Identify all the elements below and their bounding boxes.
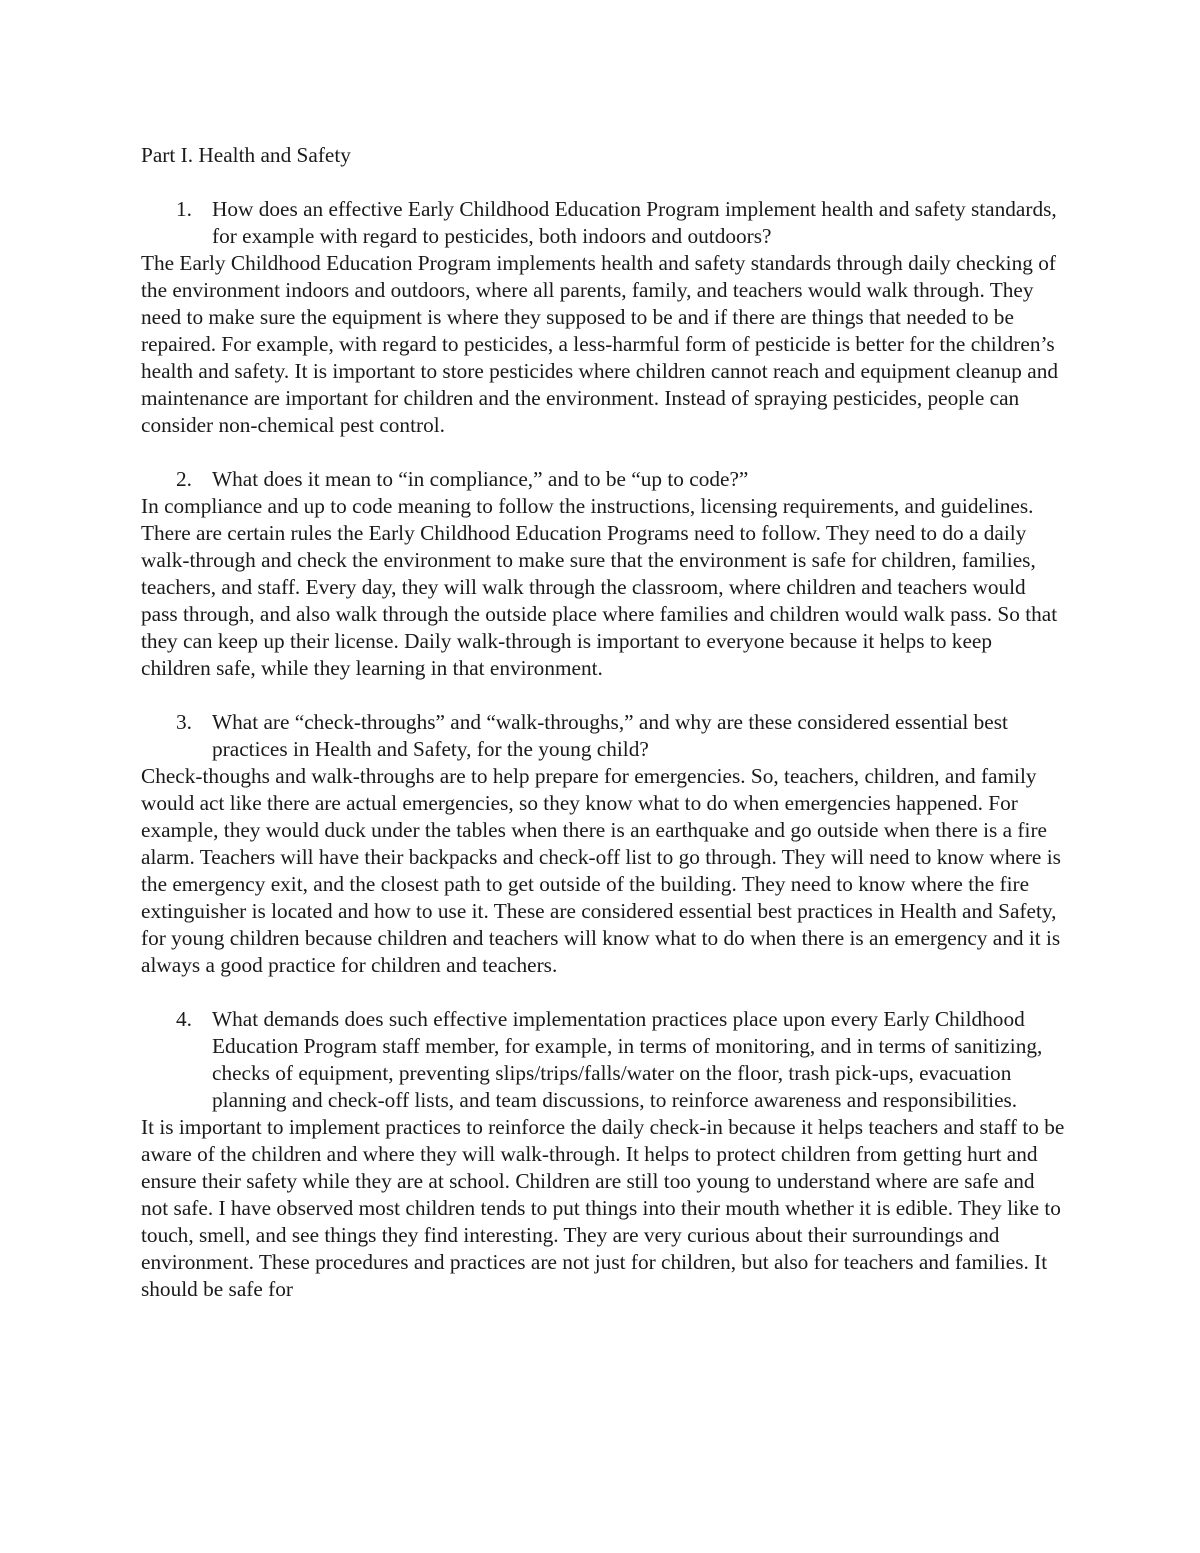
question-text: What demands does such effective implementation practices place upon every Early Childhood Education Program staff member, for example, in terms of monitoring, and in terms of sanitizing, checks of equipment, preventing slips/trips/falls/water on the floor, trash pick-ups, evacuation planning and check-off lists, and team discussions, to reinforce awareness and responsibilities.: [212, 1007, 1043, 1112]
document-body: [141, 142, 1066, 1303]
question-section-1: [141, 196, 1066, 439]
answer-3: Check-thoughs and walk-throughs are to help prepare for emergencies. So, teachers, children, and family would act like there are actual emergencies, so they know what to do when emergencies happened. For example, they would duck under the tables when there is an earthquake and go outside when there is a fire alarm. Teachers will have their backpacks and check-off list to go through. They will need to know where is the emergency exit, and the closest path to get outside of the building. They need to know where the fire extinguisher is located and how to use it. These are considered essential best practices in Health and Safety, for young children because children and teachers will know what to do when there is an emergency and it is always a good practice for children and teachers.: [141, 764, 1061, 977]
question-number: 3.: [176, 710, 192, 734]
question-text: What are “check-throughs” and “walk-throughs,” and why are these considered essential best practices in Health and Safety, for the young child?: [212, 710, 1008, 761]
question-1: [141, 196, 1066, 250]
question-number: 1.: [176, 197, 192, 221]
question-text: What does it mean to “in compliance,” and to be “up to code?”: [212, 467, 749, 491]
question-3: [141, 709, 1066, 763]
answer-1: The Early Childhood Education Program implements health and safety standards through daily checking of the environment indoors and outdoors, where all parents, family, and teachers would walk through. They need to make sure the equipment is where they supposed to be and if there are things that needed to be repaired. For example, with regard to pesticides, a less-harmful form of pesticide is better for the children’s health and safety. It is important to store pesticides where children cannot reach and equipment cleanup and maintenance are important for children and the environment. Instead of spraying pesticides, people can consider non-chemical pest control.: [141, 251, 1059, 437]
question-number: 2.: [176, 467, 192, 491]
question-text: How does an effective Early Childhood Education Program implement health and safety standards, for example with regard to pesticides, both indoors and outdoors?: [212, 197, 1057, 248]
document-title: Part I. Health and Safety: [141, 143, 351, 167]
answer-2: In compliance and up to code meaning to follow the instructions, licensing requirements, and guidelines. There are certain rules the Early Childhood Education Programs need to follow. They need to do a daily walk-through and check the environment to make sure that the environment is safe for children, families, teachers, and staff. Every day, they will walk through the classroom, where children and teachers would pass through, and also walk through the outside place where families and children would walk pass. So that they can keep up their license. Daily walk-through is important to everyone because it helps to keep children safe, while they learning in that environment.: [141, 494, 1058, 680]
question-section-4: [141, 1006, 1066, 1303]
question-2: [141, 466, 1066, 493]
question-section-2: [141, 466, 1066, 682]
question-section-3: [141, 709, 1066, 979]
question-number: 4.: [176, 1007, 192, 1031]
question-4: [141, 1006, 1066, 1114]
answer-4: It is important to implement practices to reinforce the daily check-in because it helps teachers and staff to be aware of the children and where they will walk-through. It helps to protect children from getting hurt and ensure their safety while they are at school. Children are still too young to understand where are safe and not safe. I have observed most children tends to put things into their mouth whether it is edible. They like to touch, smell, and see things they find interesting. They are very curious about their surroundings and environment. These procedures and practices are not just for children, but also for teachers and families. It should be safe for: [141, 1115, 1065, 1301]
